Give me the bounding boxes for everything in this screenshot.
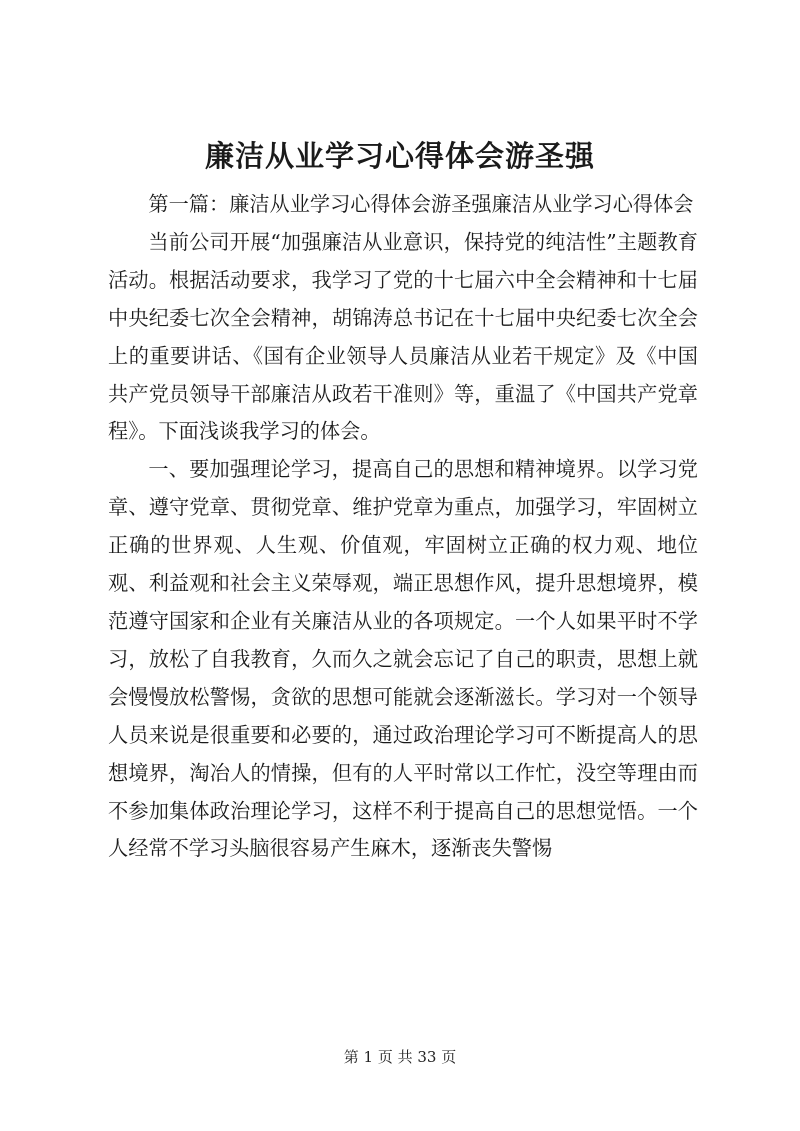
document-body <box>108 186 698 868</box>
paragraph-point-one: 一、要加强理论学习，提高自己的思想和精神境界。以学习党章、遵守党章、贯彻党章、维护党章为重点，加强学习，牢固树立正确的世界观、人生观、价值观，牢固树立正确的权力观、地位观、利益观和社会主义荣辱观，端正思想作风，提升思想境界，模范遵守国家和企业有关廉洁从业的各项规定。一个人如果平时不学习，放松了自我教育，久而久之就会忘记了自己的职责，思想上就会慢慢放松警惕，贪欲的思想可能就会逐渐滋长。学习对一个领导人员来说是很重要和必要的，通过政治理论学习可不断提高人的思想境界，淘冶人的情操，但有的人平时常以工作忙，没空等理由而不参加集体政治理论学习，这样不利于提高自己的思想觉悟。一个人经常不学习头脑很容易产生麻木，逐渐丧失警惕 <box>108 457 698 861</box>
page-title: 廉洁从业学习心得体会游圣强 <box>204 139 595 173</box>
page-number-footer: 第 1 页 共 33 页 <box>343 1048 457 1066</box>
paragraph-intro: 当前公司开展“加强廉洁从业意识，保持党的纯洁性”主题教育活动。根据活动要求，我学习了党的十七届六中全会精神和十七届中央纪委七次全会精神，胡锦涛总书记在十七届中央纪委七次全会上的重要讲话、《国有企业领导人员廉洁从业若干规定》及《中国共产党员领导干部廉洁从政若干准则》等，重温了《中国共产党章程》。下面浅谈我学习的体会。 <box>108 229 698 444</box>
paragraph-section-heading: 第一篇：廉洁从业学习心得体会游圣强廉洁从业学习心得体会 <box>148 192 694 216</box>
